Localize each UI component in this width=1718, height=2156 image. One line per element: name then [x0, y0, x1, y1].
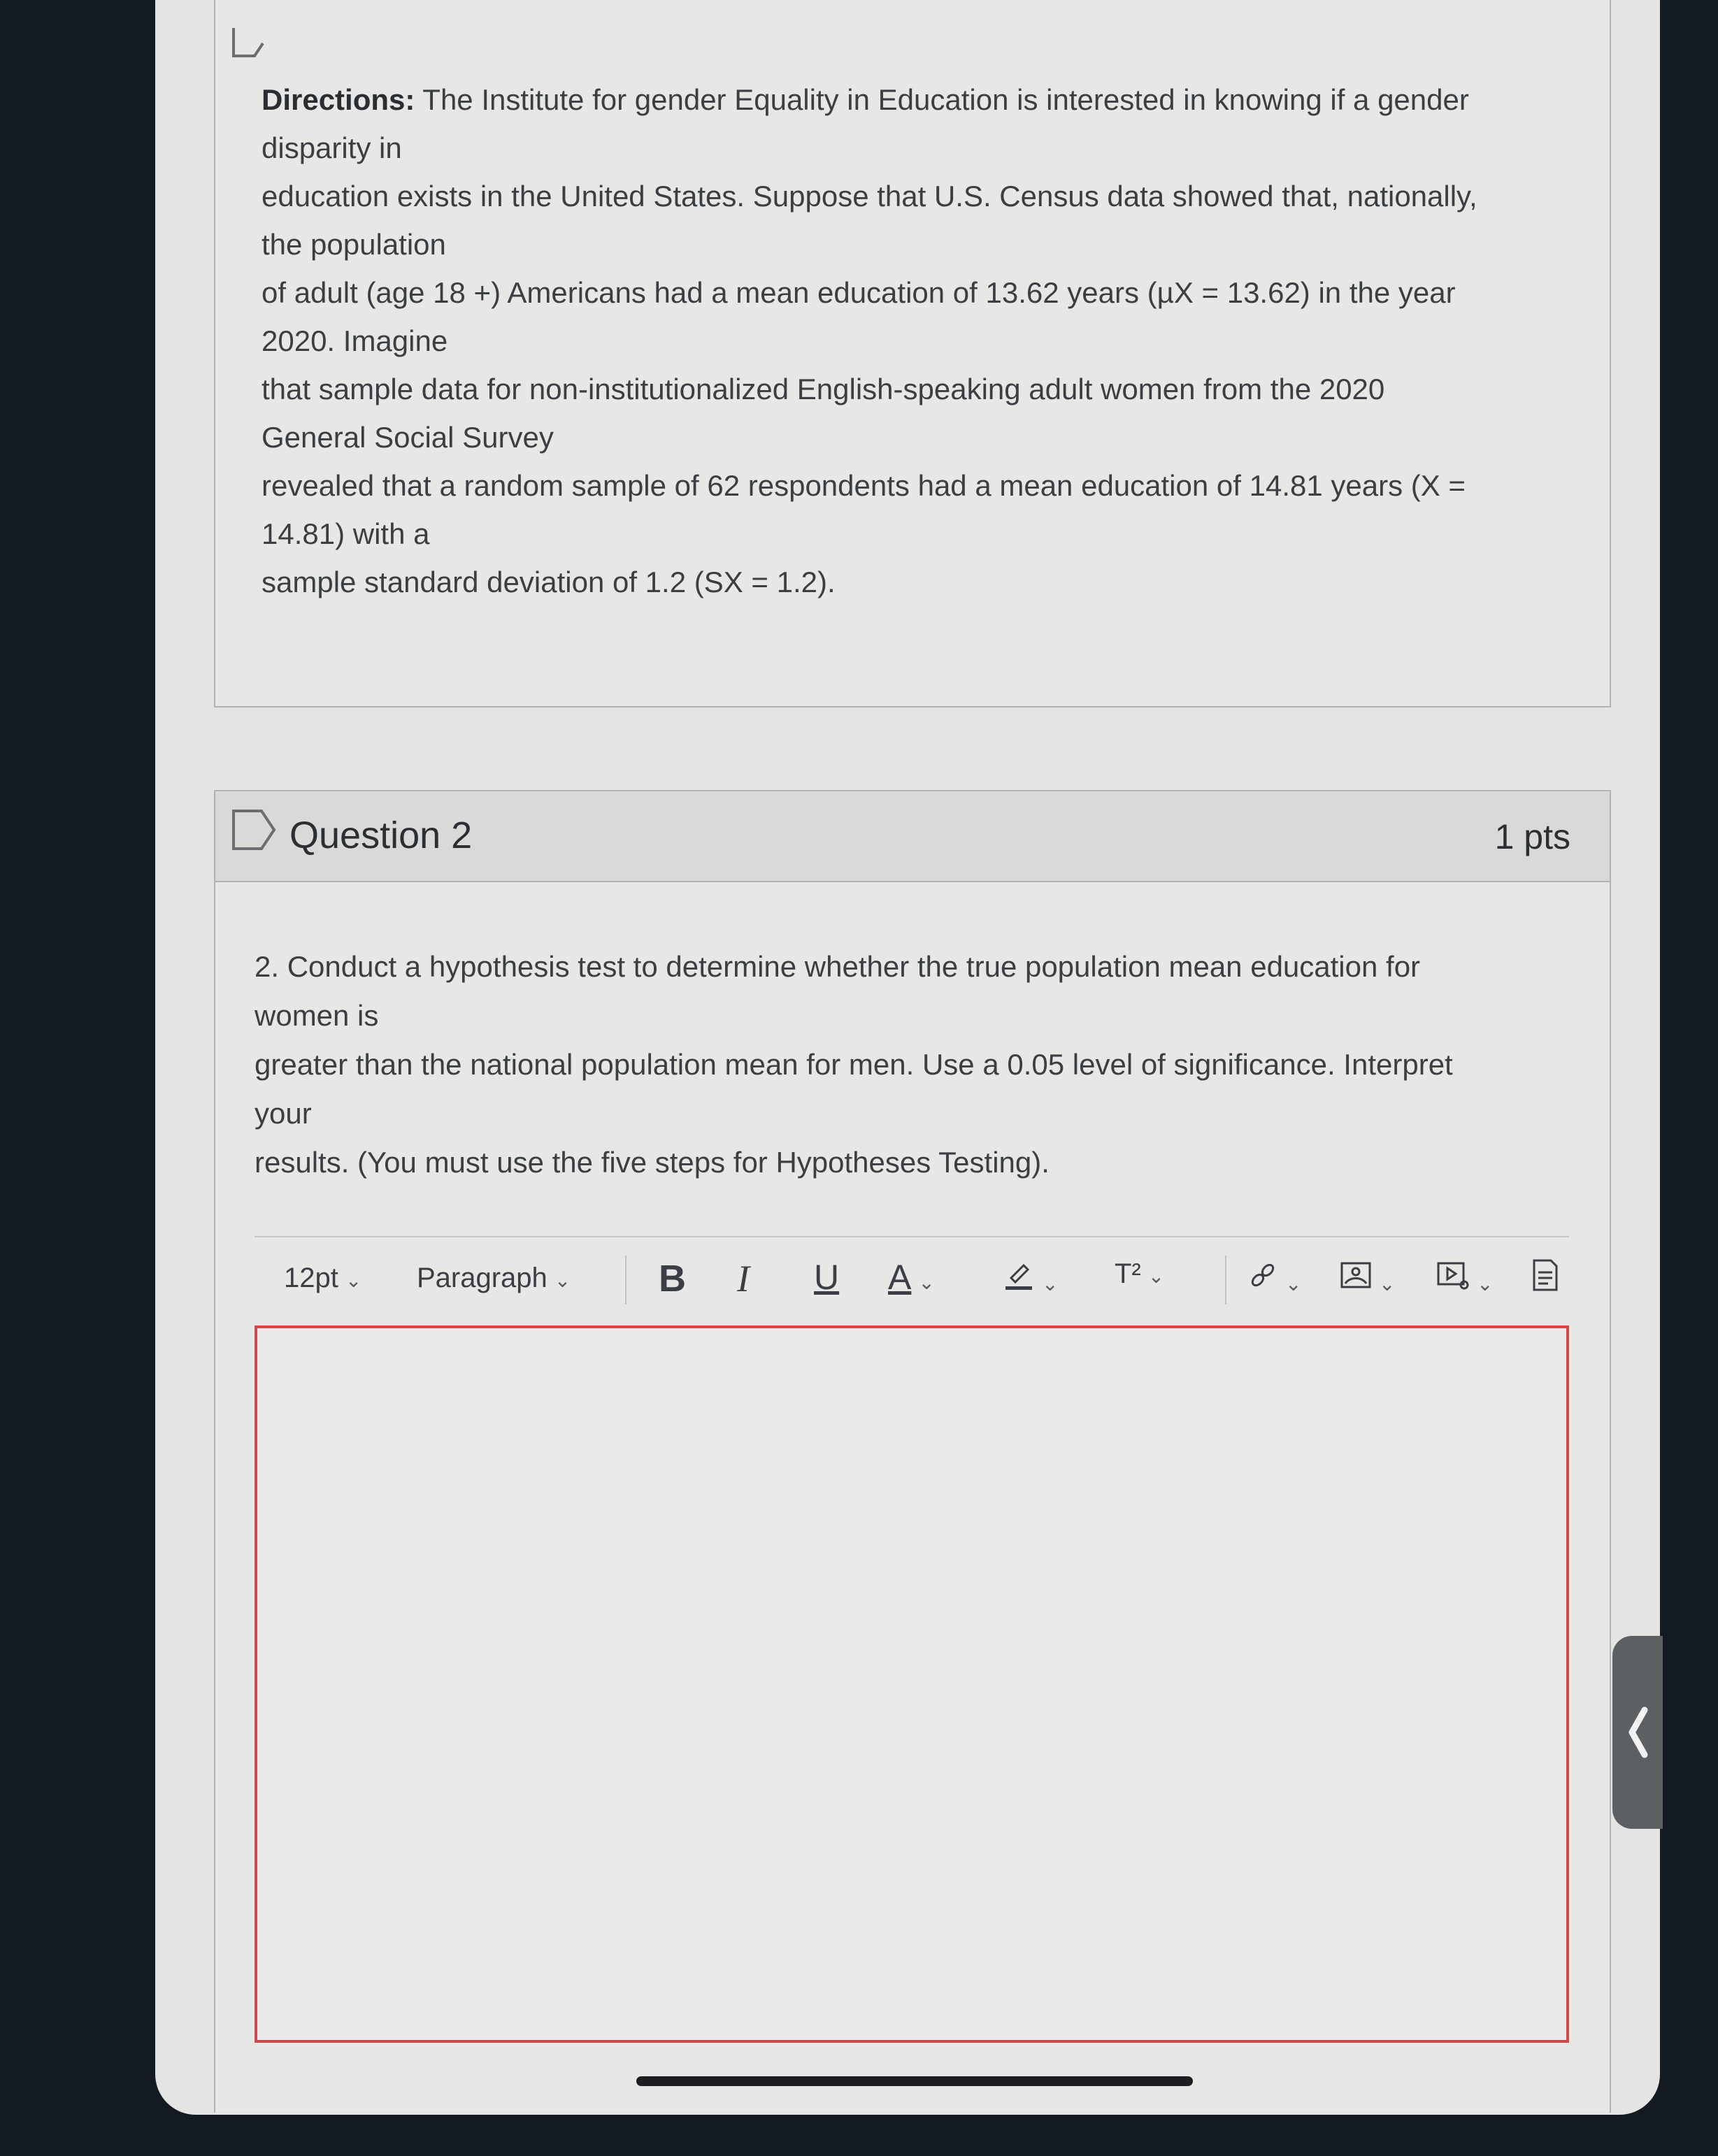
chevron-down-icon: ⌄ — [554, 1270, 571, 1291]
directions-line: revealed that a random sample of 62 respondents had a mean education of 14.81 years (X = — [262, 469, 1466, 502]
question-header — [215, 791, 1610, 882]
directions-line: the population — [262, 228, 446, 261]
block-format-select[interactable] — [417, 1263, 571, 1294]
question-text — [255, 942, 1583, 1187]
chevron-down-icon: ⌄ — [1147, 1265, 1165, 1287]
question-line: your — [255, 1097, 312, 1130]
question-points: 1 pts — [1494, 817, 1570, 856]
document-icon — [1531, 1258, 1559, 1292]
media-icon — [1436, 1260, 1470, 1291]
answer-editor[interactable] — [255, 1325, 1569, 2043]
text-color-label: A — [888, 1258, 912, 1297]
chevron-down-icon: ⌄ — [345, 1270, 362, 1291]
text-color-button[interactable] — [888, 1257, 935, 1298]
flag-question-icon[interactable] — [231, 808, 277, 851]
link-button[interactable] — [1247, 1260, 1301, 1298]
chevron-down-icon: ⌄ — [1379, 1273, 1396, 1295]
directions-line: of adult (age 18 +) Americans had a mean education of 13.62 years (µX = 13.62) in the year — [262, 276, 1456, 309]
directions-label: Directions: — [262, 83, 415, 116]
chevron-left-icon — [1612, 1636, 1663, 1829]
directions-text — [262, 76, 1569, 606]
underline-button[interactable]: U — [814, 1258, 840, 1297]
toolbar-divider — [1225, 1256, 1226, 1305]
italic-button[interactable]: I — [737, 1258, 750, 1300]
directions-line: The Institute for gender Equality in Education is interested in knowing if a gender — [415, 83, 1469, 116]
directions-line: disparity in — [262, 131, 402, 164]
directions-line: that sample data for non-institutionalized English-speaking adult women from the 2020 — [262, 373, 1385, 405]
question-line: greater than the national population mean for men. Use a 0.05 level of significance. Interpret — [255, 1048, 1453, 1081]
question-line: results. (You must use the five steps for Hypotheses Testing). — [255, 1146, 1050, 1179]
toolbar-divider — [625, 1256, 627, 1305]
question-line: women is — [255, 999, 379, 1032]
question-panel — [214, 790, 1611, 2113]
directions-line: education exists in the United States. Suppose that U.S. Census data showed that, nationally, — [262, 180, 1477, 213]
document-button[interactable] — [1531, 1258, 1559, 1299]
link-icon — [1247, 1260, 1278, 1291]
superscript-button[interactable] — [1115, 1258, 1164, 1290]
font-size-select[interactable] — [284, 1263, 362, 1294]
chevron-down-icon: ⌄ — [918, 1272, 935, 1293]
block-format-value: Paragraph — [417, 1263, 547, 1293]
question-line: 2. Conduct a hypothesis test to determine whether the true population mean education for — [255, 950, 1421, 983]
chevron-down-icon: ⌄ — [1285, 1273, 1302, 1295]
side-panel-tab[interactable] — [1612, 1636, 1663, 1829]
media-button[interactable] — [1436, 1260, 1493, 1298]
editor-toolbar — [255, 1236, 1569, 1321]
home-indicator[interactable] — [636, 2076, 1193, 2086]
image-icon — [1340, 1260, 1372, 1291]
highlight-button[interactable] — [1003, 1258, 1058, 1298]
chevron-down-icon: ⌄ — [1477, 1273, 1494, 1295]
directions-line: sample standard deviation of 1.2 (SX = 1.2). — [262, 566, 836, 598]
quiz-screen — [155, 0, 1660, 2115]
image-button[interactable] — [1340, 1260, 1395, 1298]
highlighter-icon — [1003, 1258, 1035, 1291]
directions-line: 14.81) with a — [262, 517, 430, 550]
bold-button[interactable]: B — [659, 1258, 686, 1300]
directions-line: General Social Survey — [262, 421, 554, 454]
font-size-value: 12pt — [284, 1263, 338, 1293]
directions-panel — [214, 0, 1611, 707]
superscript-label: T² — [1115, 1258, 1141, 1289]
directions-line: 2020. Imagine — [262, 324, 448, 357]
question-title: Question 2 — [289, 814, 473, 856]
chevron-down-icon: ⌄ — [1042, 1273, 1059, 1295]
flag-icon[interactable] — [231, 28, 266, 77]
